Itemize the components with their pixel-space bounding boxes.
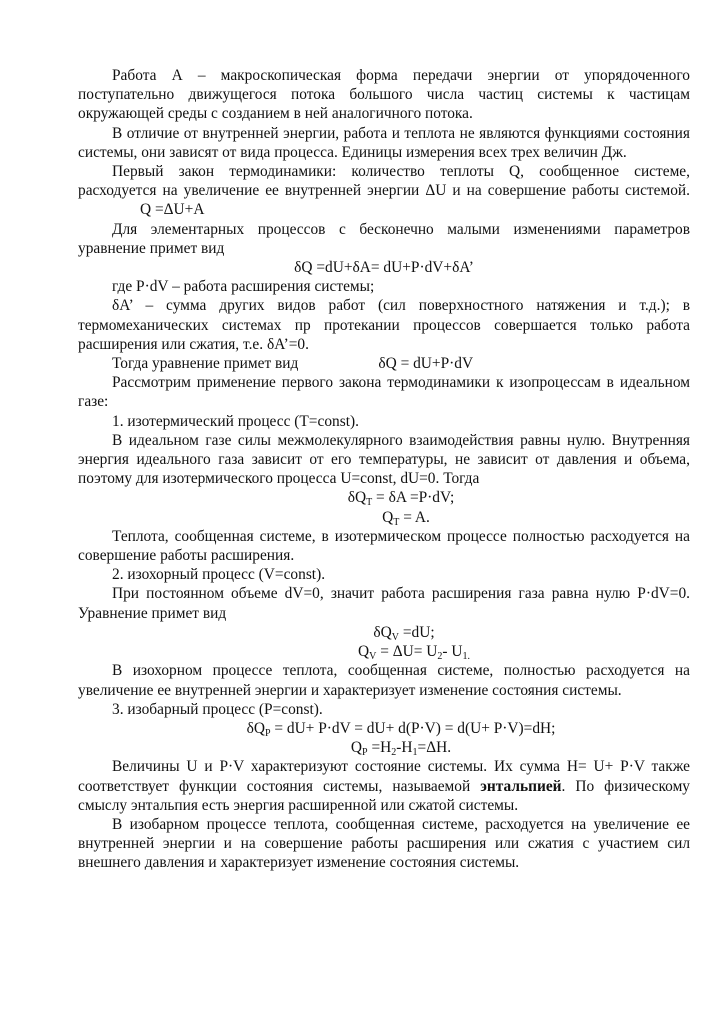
eq6-part: δQ [246, 719, 265, 737]
eq5-end: - U [442, 643, 463, 661]
paragraph-then [78, 354, 690, 373]
eq2-subscript: T [366, 497, 373, 509]
eq7-mid2: -H [396, 739, 413, 757]
paragraph-isothermal: В идеальном газе силы межмолекулярного взаимодействия равны нулю. Внутренняя энергия идеального газа зависит от его температуры, не зависит от давления и объема, поэтому для изотермического процесса U=const, dU=0. Тогда [78, 431, 690, 488]
enthalpy-text-b: . По физическому смыслу энтальпия есть энергия расширенной или сжатой системы. [78, 777, 690, 814]
paragraph-isobaric-heat: В изобарном процессе теплота, сообщенная системе, расходуется на увеличение ее внутренней энергии и на совершение работы расширения или сжатия с участием сил внешнего давления и характеризует изменение состояния системы. [78, 815, 690, 872]
enthalpy-text-a: Величины U и P·V характеризуют состояние системы. Их сумма H= U+ P·V также соответствует функции состояния системы, называемой [78, 758, 690, 795]
document-page [78, 66, 690, 873]
eq3-subscript: T [393, 516, 400, 528]
heading-isochoric: 2. изохорный процесс (V=const). [112, 566, 326, 584]
equation-differential: δQ =dU+δA= dU+P·dV+δA’ [294, 259, 474, 277]
eq4-rest: =dU; [398, 623, 435, 641]
first-law-formula: Q =ΔU+A [140, 201, 205, 219]
first-law-text: Первый закон термодинамики: количество теплоты Q, сообщенное системе, расходуется на увеличение ее внутренней энергии ΔU и на совершение работы системой. [78, 163, 690, 200]
eq7-subscript-1: 1 [412, 747, 418, 759]
heading-isobaric: 3. изобарный процесс (P=const). [112, 700, 323, 718]
eq2-part: δQ [347, 489, 367, 507]
eq5-mid: = ΔU= U [376, 643, 438, 661]
paragraph-isoprocesses: Рассмотрим применение первого закона термодинамики к изопроцессам в идеальном газе: [78, 374, 690, 411]
paragraph-where: где P·dV – работа расширения системы; [112, 278, 375, 296]
eq2-rest: = δA =P·dV; [372, 489, 455, 507]
eq5-subscript: V [369, 651, 377, 663]
paragraph-enthalpy [78, 757, 690, 815]
paragraph-isothermal-heat: Теплота, сообщенная системе, в изотермическом процессе полностью расходуется на совершение работы расширения. [78, 527, 690, 565]
eq5-subscript-2: 2 [437, 651, 443, 663]
paragraph-work-heat: В отличие от внутренней энергии, работа и теплота не являются функциями состояния системы, они зависят от вида процесса. Единицы измерения всех трех величин Дж. [78, 124, 690, 161]
paragraph-elementary: Для элементарных процессов с бесконечно малыми изменениями параметров уравнение примет вид [78, 220, 690, 257]
paragraph-work-definition: Работа А – макроскопическая форма передачи энергии от упорядоченного поступательно движущегося потока большого числа частиц системы к частицам окружающей среды с созданием в ней аналогичного потока. [78, 67, 690, 123]
equation-isochoric-1 [78, 623, 690, 642]
paragraph-isochoric: При постоянном объеме dV=0, значит работа расширения газа равна нулю P·dV=0. Уравнение примет вид [78, 585, 690, 622]
eq5-subscript-1: 1. [462, 651, 470, 663]
eq7-end: =ΔH. [417, 739, 452, 757]
eq7-mid: =H [367, 739, 392, 757]
eq3-rest: = A. [399, 508, 430, 526]
eq7-subscript-2: 2 [391, 747, 397, 759]
enthalpy-term: энтальпией [480, 777, 562, 795]
equation-isobaric-2 [78, 738, 690, 757]
equation-isothermal-2 [78, 508, 690, 527]
eq5-part: Q [358, 643, 370, 661]
equation-isobaric-1 [78, 719, 690, 738]
eq7-subscript: P [362, 747, 368, 759]
equation-isochoric-2 [78, 642, 690, 661]
then-formula: δQ = dU+P·dV [378, 355, 474, 373]
heading-isothermal: 1. изотермический процесс (T=const). [112, 412, 359, 430]
paragraph-other-work: δA’ – сумма других видов работ (сил поверхностного натяжения и т.д.); в термомеханических системах пр протекании процессов совершается только работа расширения или сжатия, т.е. δA’=0. [78, 297, 690, 353]
eq3-part: Q [382, 508, 394, 526]
eq6-subscript: P [264, 727, 271, 739]
eq6-rest: = dU+ P·dV = dU+ d(P·V) = d(U+ P·V)=dH; [270, 719, 556, 737]
then-text: Тогда уравнение примет вид [112, 355, 299, 373]
eq4-subscript: V [391, 631, 399, 643]
paragraph-isochoric-heat: В изохорном процессе теплота, сообщенная системе, полностью расходуется на увеличение ее внутренней энергии и характеризует изменение состояния системы. [78, 662, 690, 699]
equation-isothermal-1 [78, 488, 690, 507]
paragraph-first-law [78, 162, 690, 220]
eq4-part: δQ [373, 623, 392, 641]
eq7-part: Q [350, 739, 363, 757]
